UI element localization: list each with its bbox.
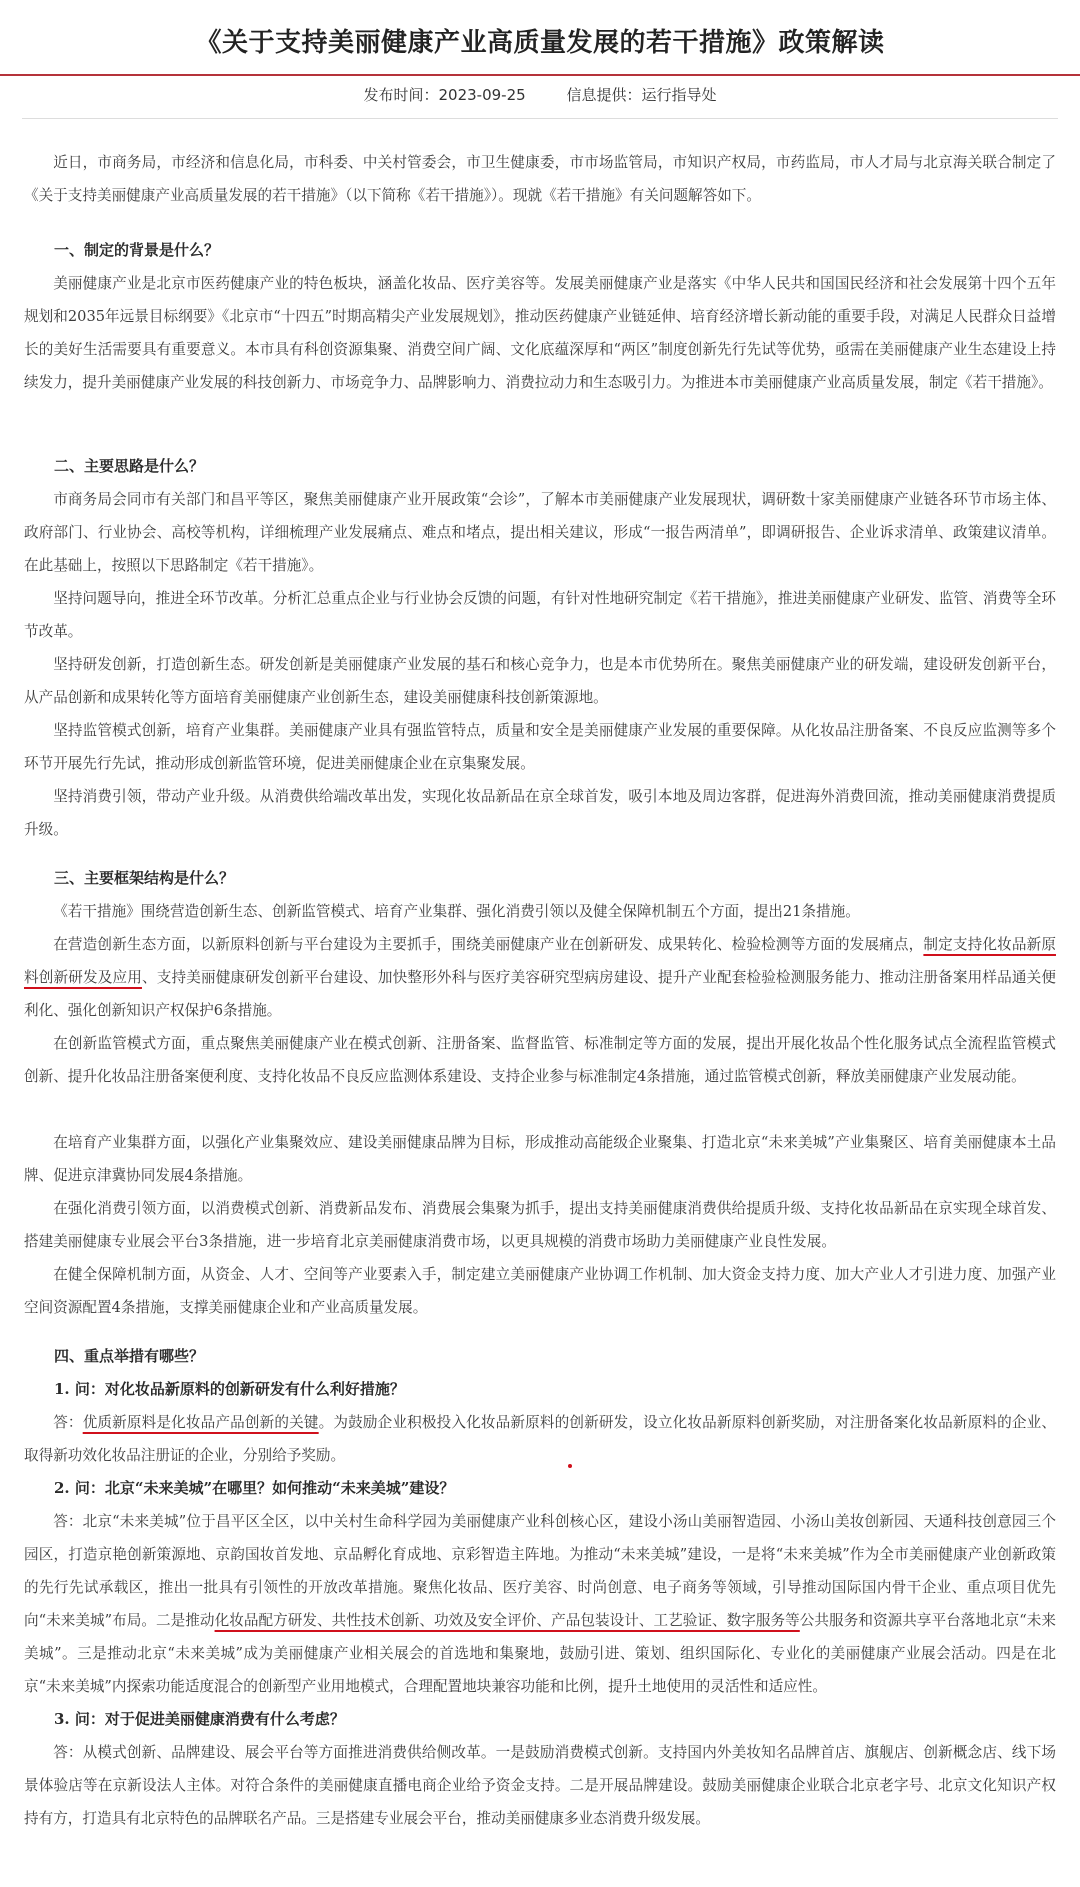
highlight-key-of-innovation: 优质新原料是化妆品产品创新的关键 [82, 1414, 319, 1431]
s3p2-text-a: 在营造创新生态方面，以新原料创新与平台建设为主要抓手，围绕美丽健康产业在创新研发、成果转化、检验检测等方面的发展痛点， [53, 936, 924, 953]
question-1: 1. 问：对化妆品新原料的创新研发有什么利好措施？ [54, 1380, 405, 1398]
s3p2-text-b: 、支持美丽健康研发创新平台建设、加快整形外科与医疗美容研究型病房建设、提升产业配套检验检测服务能力、推动注册备案用样品通关便利化、强化创新知识产权保护6条措施。 [24, 969, 1056, 1019]
source-label: 信息提供： [566, 86, 642, 104]
section-2-paragraph-3: 坚持研发创新，打造创新生态。研发创新是美丽健康产业发展的基石和核心竞争力，也是本市优势所在。聚焦美丽健康产业的研发端，建设研发创新平台，从产品创新和成果转化等方面培育美丽健康产业创新生态，建设美丽健康科技创新策源地。 [24, 656, 1056, 706]
section-3-paragraph-4: 在培育产业集群方面，以强化产业集聚效应、建设美丽健康品牌为目标，形成推动高能级企业聚集、打造北京“未来美城”产业集聚区、培育美丽健康本土品牌、促进京津冀协同发展4条措施。 [24, 1134, 1056, 1184]
section-2-paragraph-1: 市商务局会同市有关部门和昌平等区，聚焦美丽健康产业开展政策“会诊”，了解本市美丽健康产业发展现状，调研数十家美丽健康产业链各环节市场主体、政府部门、行业协会、高校等机构，详细梳理产业发展痛点、难点和堵点，提出相关建议，形成“一报告两清单”，即调研报告、企业诉求清单、政策建议清单。在此基础上，按照以下思路制定《若干措施》。 [24, 491, 1056, 574]
answer-2 [24, 1505, 1056, 1703]
section-2-paragraph-2: 坚持问题导向，推进全环节改革。分析汇总重点企业与行业协会反馈的问题，有针对性地研究制定《若干措施》，推进美丽健康产业研发、监管、消费等全环节改革。 [24, 590, 1056, 640]
intro-paragraph: 近日，市商务局，市经济和信息化局，市科委、中关村管委会，市卫生健康委，市市场监管局，市知识产权局，市药监局，市人才局与北京海关联合制定了《关于支持美丽健康产业高质量发展的若干措施》（以下简称《若干措施》）。现就《若干措施》有关问题解答如下。 [24, 154, 1056, 204]
publish-date: 2023-09-25 [438, 86, 526, 104]
section-3-paragraph-2 [24, 928, 1056, 1027]
section-3-heading: 三、主要框架结构是什么？ [54, 869, 235, 887]
section-3-paragraph-3: 在创新监管模式方面，重点聚焦美丽健康产业在模式创新、注册备案、监督监管、标准制定等方面的发展，提出开展化妆品个性化服务试点全流程监管模式创新、提升化妆品注册备案便利度、支持化妆品不良反应监测体系建设、支持企业参与标准制定4条措施，通过监管模式创新，释放美丽健康产业发展动能。 [24, 1035, 1056, 1085]
question-3: 3. 问：对于促进美丽健康消费有什么考虑？ [54, 1710, 345, 1728]
title-divider [0, 74, 1080, 76]
red-mark-dot [568, 1464, 572, 1468]
section-3-paragraph-5: 在强化消费引领方面，以消费模式创新、消费新品发布、消费展会集聚为抓手，提出支持美丽健康消费供给提质升级、支持化妆品新品在京实现全球首发、搭建美丽健康专业展会平台3条措施，进一步培育北京美丽健康消费市场，以更具规模的消费市场助力美丽健康产业良性发展。 [24, 1200, 1056, 1250]
source-info [566, 84, 716, 105]
section-2-paragraph-5: 坚持消费引领，带动产业升级。从消费供给端改革出发，实现化妆品新品在京全球首发，吸引本地及周边客群，促进海外消费回流，推动美丽健康消费提质升级。 [24, 788, 1056, 838]
section-2-paragraph-4: 坚持监管模式创新，培育产业集群。美丽健康产业具有强监管特点，质量和安全是美丽健康产业发展的重要保障。从化妆品注册备案、不良反应监测等多个环节开展先行先试，推动形成创新监管环境，促进美丽健康企业在京集聚发展。 [24, 722, 1056, 772]
meta-divider [22, 118, 1058, 119]
page-title: 《关于支持美丽健康产业高质量发展的若干措施》政策解读 [195, 28, 885, 58]
source-value: 运行指导处 [641, 86, 717, 104]
answer-3: 答：从模式创新、品牌建设、展会平台等方面推进消费供给侧改革。一是鼓励消费模式创新。支持国内外美妆知名品牌首店、旗舰店、创新概念店、线下场景体验店等在京新设法人主体。对符合条件的美丽健康直播电商企业给予资金支持。二是开展品牌建设。鼓励美丽健康企业联合北京老字号、北京文化知识产权持有方，打造具有北京特色的品牌联名产品。三是搭建专业展会平台，推动美丽健康多业态消费升级发展。 [24, 1744, 1056, 1827]
a1-prefix: 答： [53, 1414, 83, 1431]
section-2-heading: 二、主要思路是什么？ [54, 457, 205, 475]
answer-1 [24, 1406, 1056, 1472]
section-1-paragraph: 美丽健康产业是北京市医药健康产业的特色板块，涵盖化妆品、医疗美容等。发展美丽健康产业是落实《中华人民共和国国民经济和社会发展第十四个五年规划和2035年远景目标纲要》《北京市“十四五”时期高精尖产业发展规划》，推动医药健康产业链延伸、培育经济增长新动能的重要手段，对满足人民群众日益增长的美好生活需要具有重要意义。本市具有科创资源集聚、消费空间广阔、文化底蕴深厚和“两区”制度创新先行先试等优势，亟需在美丽健康产业生态建设上持续发力，提升美丽健康产业发展的科技创新力、市场竞争力、品牌影响力、消费拉动力和生态吸引力。为推进本市美丽健康产业高质量发展，制定《若干措施》。 [24, 275, 1056, 391]
section-3-paragraph-1: 《若干措施》围绕营造创新生态、创新监管模式、培育产业集群、强化消费引领以及健全保障机制五个方面，提出21条措施。 [53, 903, 860, 920]
a1-text: 。为鼓励企业积极投入化妆品新原料的创新研发，设立化妆品新原料创新奖励，对注册备案化妆品新原料的企业、取得新功效化妆品注册证的企业，分别给予奖励。 [24, 1414, 1056, 1464]
publish-info [363, 84, 525, 105]
publish-label: 发布时间： [363, 86, 439, 104]
highlight-platform-services: 化妆品配方研发、共性技术创新、功效及安全评价、产品包装设计、工艺验证、数字服务等 [214, 1612, 800, 1629]
highlight-new-materials: 制定支持化妆品新原料创新研发及应用 [24, 936, 1056, 986]
a2-text-b: 公共服务和资源共享平台落地北京“未来美城”。三是推动北京“未来美城”成为美丽健康产业相关展会的首选地和集聚地，鼓励引进、策划、组织国际化、专业化的美丽健康产业展会活动。四是在北京“未来美城”内探索功能适度混合的创新型产业用地模式，合理配置地块兼容功能和比例，提升土地使用的灵活性和适应性。 [24, 1612, 1056, 1695]
question-2: 2. 问：北京“未来美城”在哪里？如何推动“未来美城”建设？ [54, 1479, 455, 1497]
meta-line [0, 84, 1080, 105]
section-1-heading: 一、制定的背景是什么？ [54, 241, 220, 259]
section-4-heading: 四、重点举措有哪些？ [54, 1347, 205, 1365]
section-3-paragraph-6: 在健全保障机制方面，从资金、人才、空间等产业要素入手，制定建立美丽健康产业协调工作机制、加大资金支持力度、加大产业人才引进力度、加强产业空间资源配置4条措施，支撑美丽健康企业和产业高质量发展。 [24, 1266, 1056, 1316]
a2-text-a: 答：北京“未来美城”位于昌平区全区，以中关村生命科学园为美丽健康产业科创核心区，建设小汤山美丽智造园、小汤山美妆创新园、天通科技创意园三个园区，打造京艳创新策源地、京韵国妆首发地、京品孵化育成地、京彩智造主阵地。为推动“未来美城”建设，一是将“未来美城”作为全市美丽健康产业创新政策的先行先试承载区，推出一批具有引领性的开放改革措施。聚焦化妆品、医疗美容、时尚创意、电子商务等领域，引导推动国际国内骨干企业、重点项目优先向“未来美城”布局。二是推动 [24, 1513, 1056, 1629]
